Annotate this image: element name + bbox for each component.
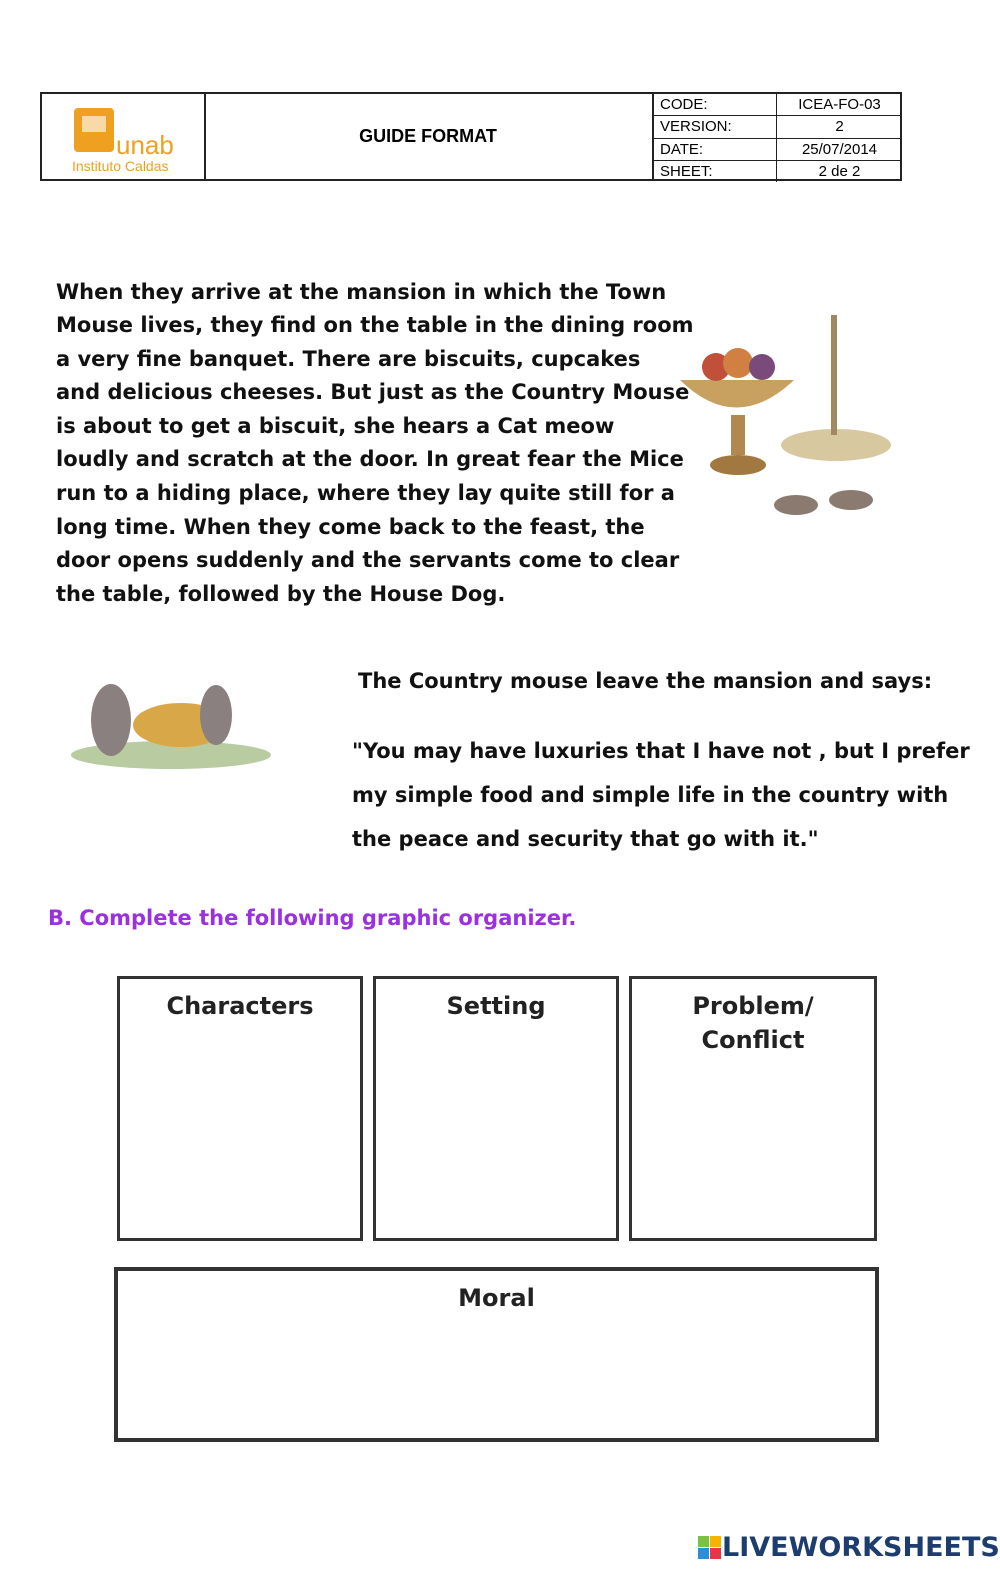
- box-title: Characters: [166, 992, 314, 1020]
- story-line: long time. When they come back to the feast, the: [56, 515, 645, 539]
- problem-conflict-box[interactable]: [629, 976, 877, 1241]
- school-logo-icon: [42, 94, 202, 179]
- country-mouse-intro: The Country mouse leave the mansion and says:: [358, 669, 933, 693]
- document-meta-table: [654, 94, 902, 179]
- meta-label: DATE:: [654, 139, 777, 160]
- live-badge-icon: [698, 1536, 722, 1560]
- story-line: loudly and scratch at the door. In great fear the Mice: [56, 447, 684, 471]
- box-title: Problem/ Conflict: [692, 992, 814, 1054]
- banquet-illustration: [676, 305, 896, 545]
- quote-line: my simple food and simple life in the country with: [352, 783, 949, 807]
- setting-box[interactable]: [373, 976, 619, 1241]
- meta-row-date: [654, 139, 902, 161]
- characters-box[interactable]: [117, 976, 363, 1241]
- story-line: door opens suddenly and the servants come to clear: [56, 548, 680, 572]
- meta-value: ICEA-FO-03: [798, 96, 881, 113]
- story-line: run to a hiding place, where they lay quite still for a: [56, 481, 675, 505]
- section-b-heading: B. Complete the following graphic organizer.: [48, 906, 577, 930]
- mice-illustration: [66, 660, 281, 775]
- meta-row-code: [654, 94, 902, 116]
- meta-label: VERSION:: [654, 116, 777, 137]
- story-line: the table, followed by the House Dog.: [56, 582, 506, 606]
- box-title: Moral: [458, 1284, 535, 1312]
- meta-value: 2 de 2: [818, 162, 861, 180]
- quote-line: "You may have luxuries that I have not , but I prefer: [352, 739, 970, 763]
- meta-label: SHEET:: [654, 161, 777, 182]
- moral-box[interactable]: [114, 1267, 879, 1442]
- story-line: Mouse lives, they find on the table in the dining room: [56, 313, 694, 337]
- story-line: When they arrive at the mansion in which the Town: [56, 280, 667, 304]
- quote-line: the peace and security that go with it.": [352, 827, 819, 851]
- meta-value: 2: [835, 118, 844, 136]
- document-title: GUIDE FORMAT: [204, 94, 654, 179]
- story-line: and delicious cheeses. But just as the Country Mouse: [56, 380, 690, 404]
- svg-text:Instituto Caldas: Instituto Caldas: [72, 158, 169, 174]
- svg-text:unab: unab: [116, 130, 174, 160]
- meta-row-sheet: [654, 161, 902, 182]
- unab-logo: [42, 94, 206, 179]
- box-title: Setting: [446, 992, 546, 1020]
- story-line: is about to get a biscuit, she hears a Cat meow: [56, 414, 615, 438]
- story-line: a very fine banquet. There are biscuits, cupcakes: [56, 347, 641, 371]
- meta-row-version: [654, 116, 902, 138]
- guide-header: [40, 92, 902, 181]
- meta-value: 25/07/2014: [801, 140, 878, 158]
- brand-name: LIVEWORKSHEETS: [722, 1532, 1000, 1563]
- meta-label: CODE:: [654, 94, 777, 115]
- liveworksheets-logo: [698, 1532, 1000, 1563]
